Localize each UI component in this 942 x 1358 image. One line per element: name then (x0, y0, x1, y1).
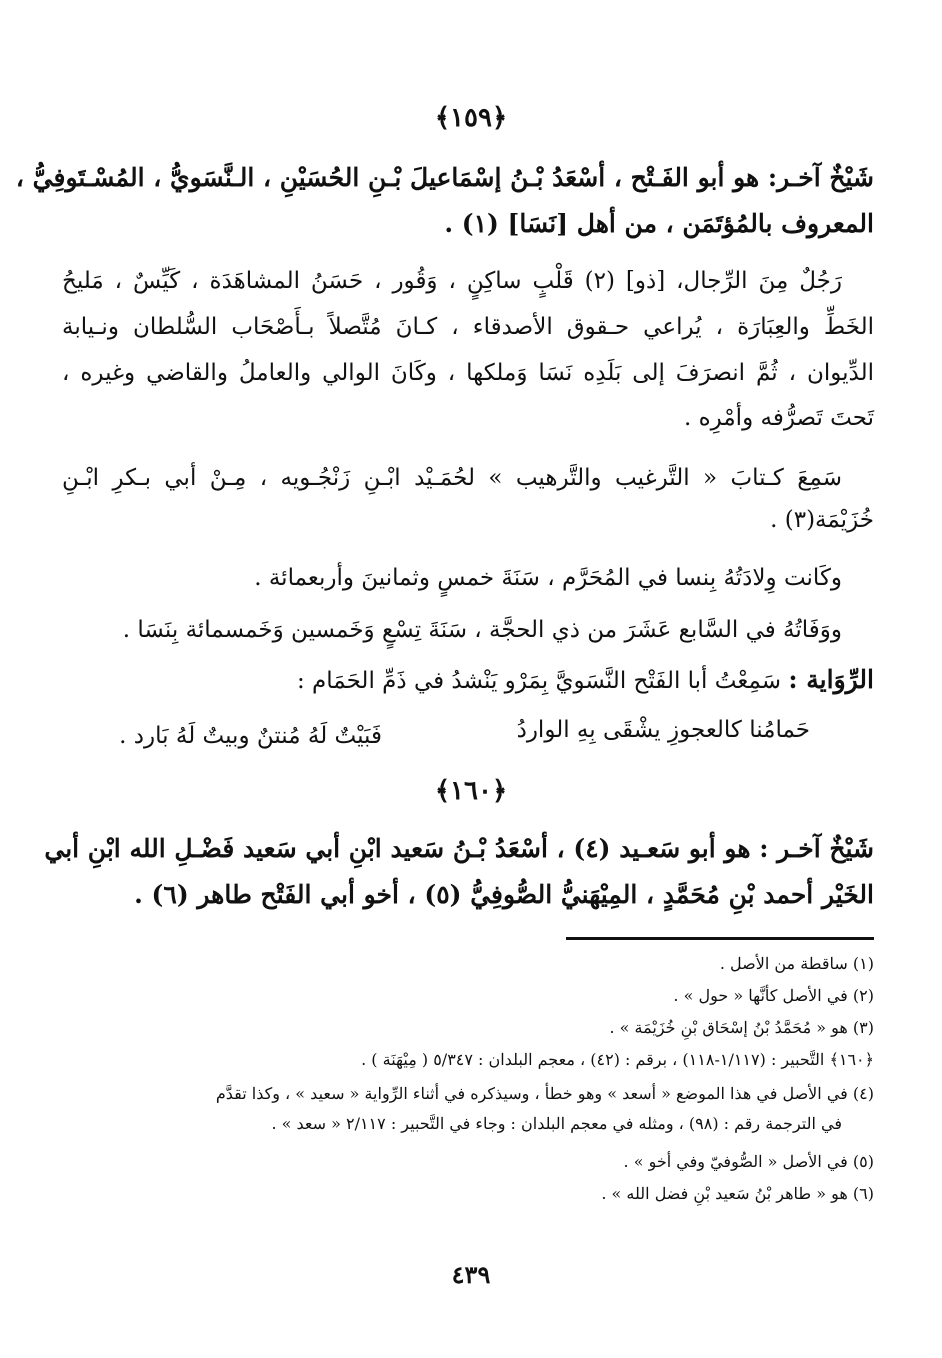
entry-heading-line: شَيْخٌ آخـر : هو أبو سَعـيد (٤) ، أسْعَدُ بْـنُ سَعيد ابْنِ أبي سَعيد فَضْـلِ الله ابْنِ أبي (44, 834, 874, 863)
page-number: ٤٣٩ (451, 1260, 491, 1289)
riwaya-label: الرِّوَاية : (788, 665, 874, 694)
birth-line: وكَانت وِلادَتُهُ بِنسا في المُحَرَّم ، سَنَةَ خمسٍ وثمانينَ وأربعمائة . (254, 565, 842, 591)
paragraph-line: سَمِعَ كـتابَ « التَّرغيب والتَّرهيب » لحُمَـيْد ابْـنِ زَنْجُـويه ، مِـنْ أبي بـكرِ ابْـنِ (62, 465, 842, 491)
verse-second-hemistich: فَبَيْتٌ لَهُ مُنتنٌ وبيتٌ لَهُ بَارد . (119, 723, 382, 749)
footnote: في الترجمة رقم : (٩٨) ، ومثله في معجم البلدان : وجاء في التَّحبير : ٢/١١٧ « سعد » . (271, 1114, 842, 1133)
footnote: (٢) في الأصل كأنَّها « حول » . (673, 986, 874, 1005)
riwaya-line (62, 660, 874, 701)
footnote-rule (566, 937, 874, 940)
entry-heading-line: شَيْخٌ آخـر: هو أبو الفَـتْح ، أسْعَدُ بْـنُ إسْمَاعيلَ بْـنِ الحُسَيْنِ ، الـنَّسَويُّ ، المُسْـتَوفِيُّ ، (15, 163, 874, 192)
death-line: ووَفَاتُهُ في السَّابع عَشَرَ من ذي الحجَّة ، سَنَةَ تِسْعٍ وَخَمسين وَخَمسمائة بِنَسَا . (122, 617, 842, 643)
entry-number-160: ﴿١٦٠﴾ (434, 776, 508, 806)
paragraph-line: رَجُلٌ مِنَ الرِّجال، [ذو] (٢) قَلْبٍ ساكِنٍ ، وَقُور ، حَسَنُ المشاهَدَة ، كَيِّسٌ ، مَليحُ (62, 268, 842, 294)
footnote: ﴿١٦٠﴾ التَّحبير : (١/١١٧-١١٨) ، برقم : (٤٢) ، معجم البلدان : ٥/٣٤٧ ( مِيْهَنَة ) . (361, 1050, 874, 1069)
footnote: (٥) في الأصل « الصُّوفيّ وفي أخو » . (623, 1152, 874, 1171)
entry-heading-line: المعروف بالمُؤتَمَن ، من أهل [نَسَا] (١) . (444, 209, 874, 238)
footnote: (٤) في الأصل في هذا الموضع « أسعد » وهو خطأ ، وسيذكره في أثناء الرِّواية « سعيد » ، وكذا تقدَّم (215, 1084, 874, 1103)
footnote: (١) ساقطة من الأصل . (719, 954, 874, 973)
verse-first-hemistich: حَمامُنا كالعجوزِ يشْقَى بِهِ الواردُ (516, 717, 810, 743)
paragraph-line: الدِّيوان ، ثُمَّ انصرَفَ إلى بَلَدِه نَسَا وَملكها ، وكَانَ الوالي والعاملُ والقاضي وغيره ، (62, 360, 874, 386)
paragraph-line: خُزَيْمَة(٣) . (770, 507, 874, 533)
paragraph-line: تَحتَ تَصرُّفه وأمْرِه . (684, 405, 874, 431)
footnote: (٦) هو « طاهر بْنُ سَعيد بْنِ فضل الله » . (601, 1184, 874, 1203)
riwaya-text: سَمِعْتُ أبا الفَتْح النَّسَويَّ بِمَرْو يَنْشدُ في ذَمِّ الحَمَام : (296, 668, 782, 694)
paragraph-line: الخَطِّ والعِبَارَة ، يُراعي حـقوق الأصدقاء ، كـانَ مُتَّصلاً بـأَصْحَاب السُّلطان ونـيابة (62, 314, 874, 340)
entry-number-159: ﴿١٥٩﴾ (434, 103, 508, 133)
footnote: (٣) هو « مُحَمَّدُ بْنُ إسْحَاق بْنِ خُزَيْمَة » . (609, 1018, 874, 1037)
entry-heading-line: الخَيْر أحمد بْنِ مُحَمَّدٍ ، المِيْهَنيُّ الصُّوفِيُّ (٥) ، أخو أبي الفَتْح طاهر (٦) . (134, 880, 874, 909)
